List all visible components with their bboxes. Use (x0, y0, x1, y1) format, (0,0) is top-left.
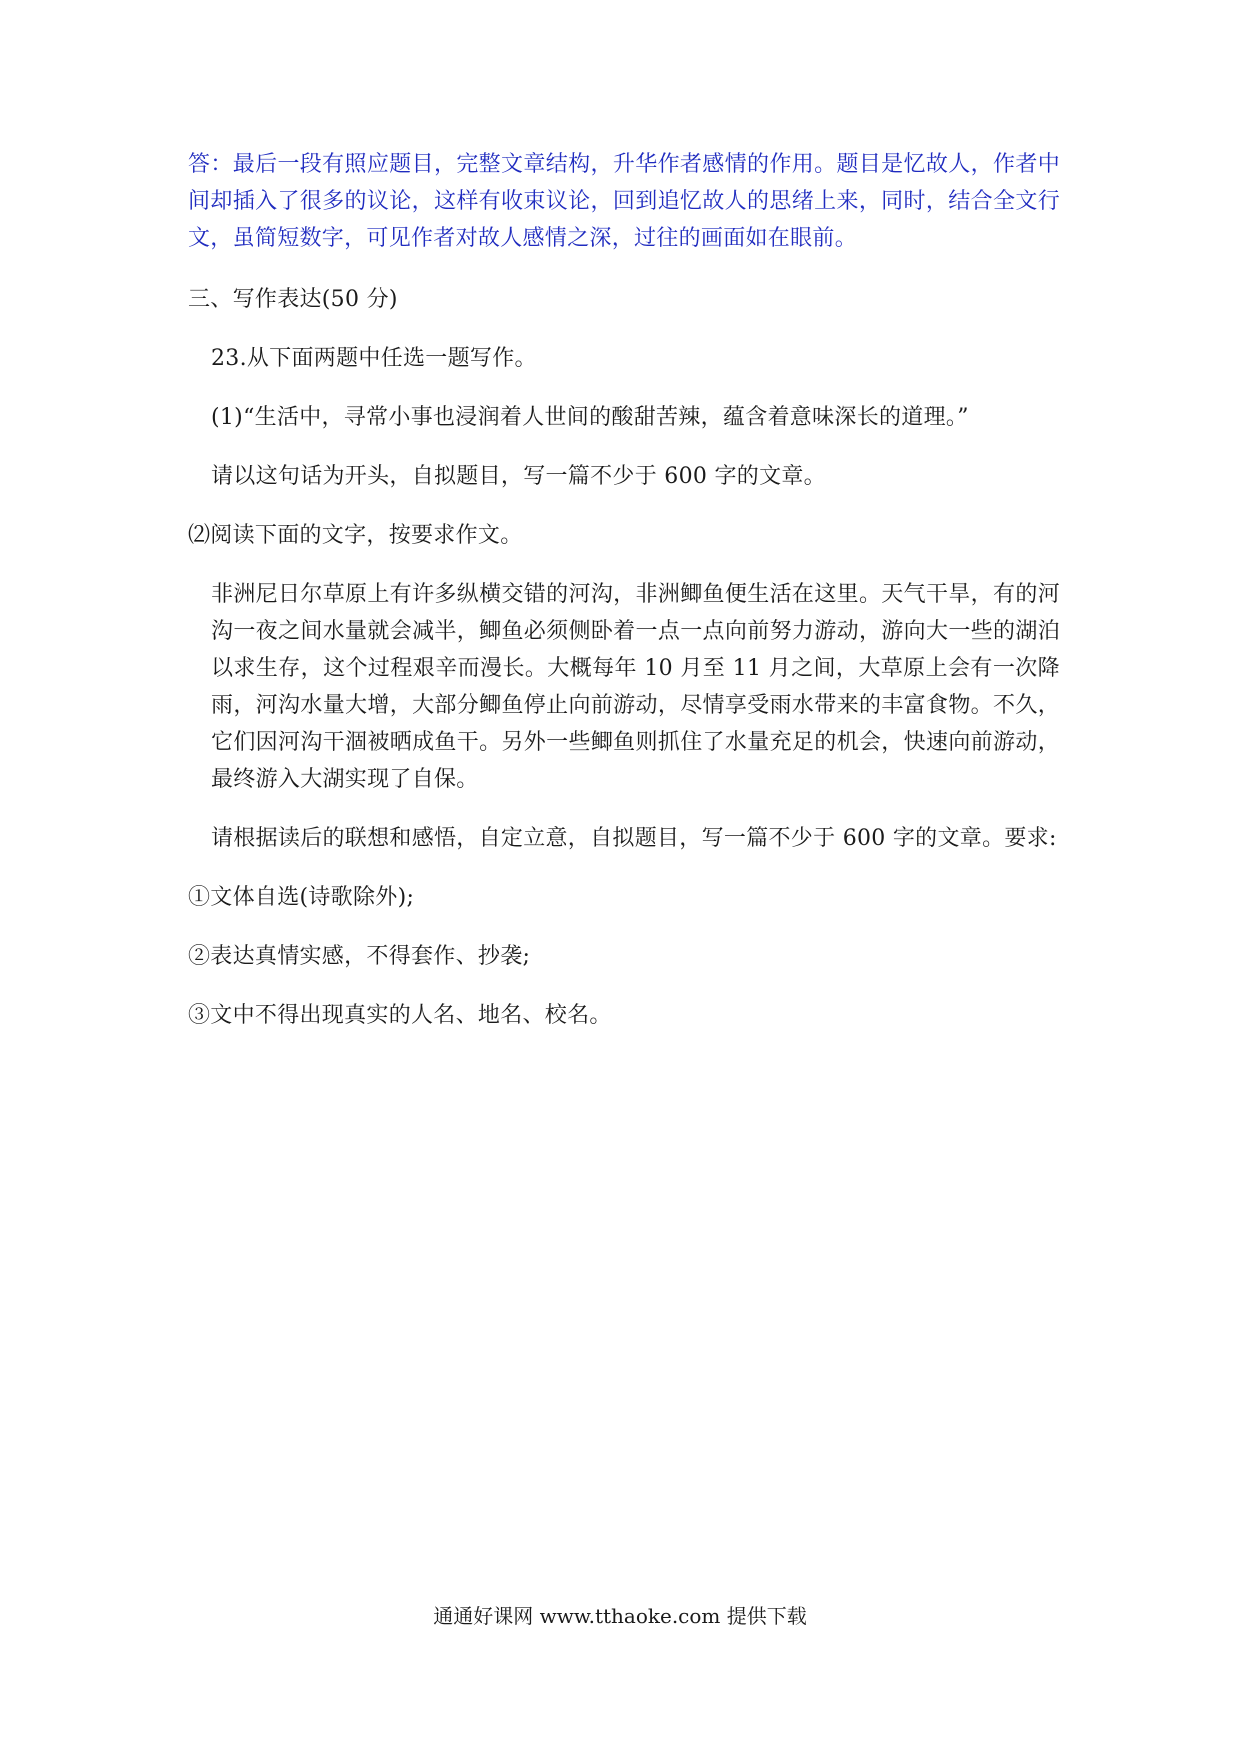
option2-passage: 非洲尼日尔草原上有许多纵横交错的河沟，非洲鲫鱼便生活在这里。天气干旱，有的河沟一夜之间水量就会减半，鲫鱼必须侧卧着一点一点向前努力游动，游向大一些的湖泊以求生存，这个过程艰辛而漫长。大概每年 10 月至 11 月之间，大草原上会有一次降雨，河沟水量大增，大部分鲫鱼停止向前游动，尽情享受雨水带来的丰富食物。不久，它们因河沟干涸被晒成鱼干。另外一些鲫鱼则抓住了水量充足的机会，快速向前游动，最终游入大湖实现了自保。 (211, 582, 1060, 792)
option1-quote: (1)“生活中，寻常小事也浸润着人世间的酸甜苦辣，蕴含着意味深长的道理。” (211, 405, 969, 430)
option2-title: ⑵阅读下面的文字，按要求作文。 (188, 523, 523, 548)
footer-download-note: 通通好课网 www.tthaoke.com 提供下载 (433, 1604, 807, 1628)
question-prompt: 23.从下面两题中任选一题写作。 (211, 346, 537, 371)
answer-paragraph: 答：最后一段有照应题目，完整文章结构，升华作者感情的作用。题目是忆故人，作者中间却插入了很多的议论，这样有收束议论，回到追忆故人的思绪上来，同时，结合全文行文，虽简短数字，可见作者对故人感情之深，过往的画面如在眼前。 (188, 152, 1060, 251)
requirement-item: ②表达真情实感，不得套作、抄袭; (188, 944, 531, 969)
section-title: 三、写作表达(50 分) (188, 287, 398, 312)
requirement-item: ①文体自选(诗歌除外); (188, 885, 415, 910)
option2-instruction: 请根据读后的联想和感悟，自定立意，自拟题目，写一篇不少于 600 字的文章。要求: (211, 826, 1057, 851)
document-content (188, 146, 1060, 1034)
requirement-item: ③文中不得出现真实的人名、地名、校名。 (188, 1003, 612, 1028)
option1-instruction: 请以这句话为开头，自拟题目，写一篇不少于 600 字的文章。 (211, 464, 826, 489)
